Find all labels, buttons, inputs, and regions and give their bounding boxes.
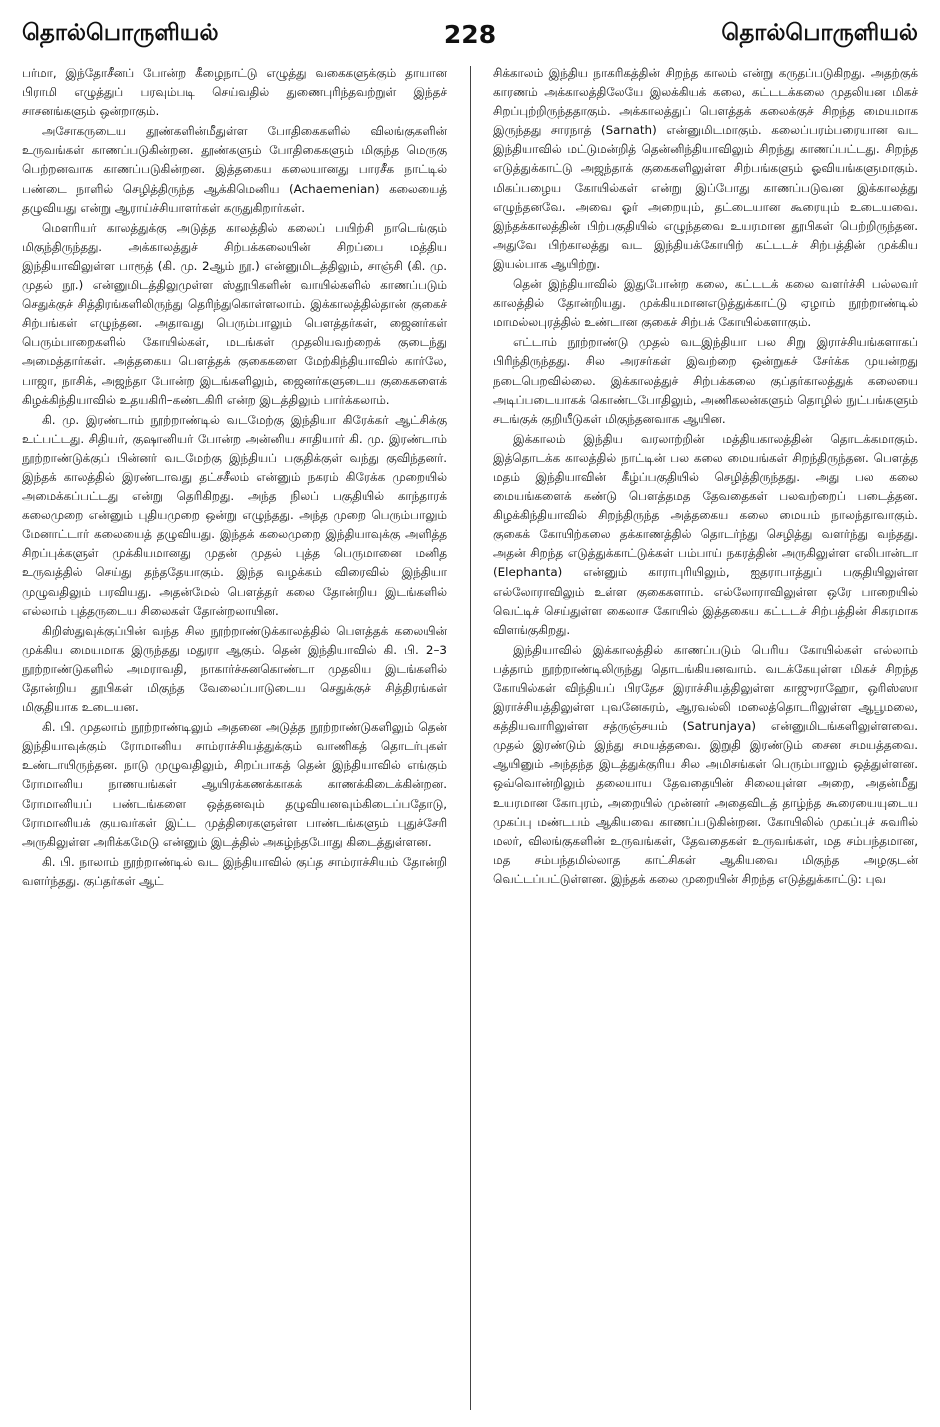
paragraph: கி. பி. முதலாம் நூற்றாண்டிலும் அதனை அடுத்த நூற்றாண்டுகளிலும் தென் இந்தியாவுக்கும் ரோமானிய சாம்ராச்சியத்துக்கும் வாணிகத் தொடர்புகள் உண்டாயிருந்தன. நாடு முழுவதிலும், சிறப்பாகத் தென் இந்தியாவில் எங்கும் ரோமானிய நாணயங்கள் ஆயிரக்கணக்காகக் காணக்கிடைக்கின்றன. ரோமானியப் பண்டங்களை ஒத்தனவும் தழுவியனவும்கிடைப்பதோடு, ரோமானியக் குயவர்கள் இட்ட முத்திரைகளுள்ள பாண்டங்களும் புதுச்சேரி அருகிலுள்ள அரிக்கமேடு என்னும் இடத்தில் அகழ்ந்தபோது கிடைத்துள்ளன. <box>22 720 447 849</box>
page-number: 228 <box>443 20 497 49</box>
running-title-left: தொல்பொருளியல் <box>22 20 219 46</box>
paragraph: எட்டாம் நூற்றாண்டு முதல் வடஇந்தியா பல சிறு இராச்சியங்களாகப் பிரிந்திருந்தது. சில அரசர்கள் இவற்றை ஒன்றுகச் சேர்க்க முயன்றது நடைபெறவில்லை. இக்காலத்துச் சிற்பக்கலை குப்தர்காலத்துக் கலையை அடிப்படையாகக் கொண்டபோதிலும், அணிகலன்களும் தொழில் நுட்பங்களும் சடங்குக் குறியீடுகள் மிகுந்தனவாக ஆயின. <box>493 335 918 426</box>
page-header <box>0 0 940 62</box>
right-column <box>493 64 918 1414</box>
paragraph: இக்காலம் இந்திய வரலாற்றின் மத்தியகாலத்தின் தொடக்கமாகும். இத்தொடக்க காலத்தில் நாட்டின் பல கலை மையங்கள் சிறந்திருந்தன. பௌத்த மதம் இந்தியாவின் கீழ்ப்பகுதியில் செழித்திருந்தது. அது பல கலை மையங்களைக் கண்டு பௌத்தமத தேவதைகள் பலவற்றைப் படைத்தன. கிழக்கிந்தியாவில் சிறந்திருந்த அத்தகைய கலை மையம் நாலந்தாவாகும். குகைக் கோயிற்கலை தக்காணத்தில் தொடர்ந்து செழித்து வளர்ந்து வந்தது. அதன் சிறந்த எடுத்துக்காட்டுக்கள் பம்பாய் நகரத்தின் அருகிலுள்ள எலிபான்டா (Elephanta) என்னும் காராபுரியிலும், ஐதராபாத்துப் பகுதியிலுள்ள எல்லோராவிலும் உள்ள குகைகளாம். எல்லோராவிலுள்ள ஒரே பாறையில் வெட்டிச் செய்துள்ள கைலாச கோயில் இத்தகைய கட்டடச் சிற்பத்தின் சிகரமாக விளங்குகிறது. <box>493 431 918 637</box>
paragraph: அசோகருடைய தூண்களின்மீதுள்ள போதிகைகளில் விலங்குகளின் உருவங்கள் காணப்படுகின்றன. தூண்களும் போதிகைகளும் மிகுந்த மெருகு பெற்றனவாக காணப்படுகின்றன. இத்தகைய கலையானது பாரசீக நாட்டில் பண்டை நாளில் செழித்திருந்த ஆக்கிமெனிய (Achaemenian) கலையைத் தழுவியது என்று ஆராய்ச்சியாளர்கள் கருதுகிறார்கள். <box>22 124 447 215</box>
paragraph: பர்மா, இந்தோசீனப் போன்ற கீழைநாட்டு எழுத்து வகைகளுக்கும் தாயான பிராமி எழுத்துப் பரவும்படி செய்வதில் துணைபுரிந்தவற்றுள் இந்தச் சாசனங்களும் ஒன்றாகும். <box>22 66 447 119</box>
paragraph: இந்தியாவில் இக்காலத்தில் காணப்படும் பெரிய கோயில்கள் எல்லாம் பத்தாம் நூற்றாண்டிலிருந்து தொடங்கியனவாம். வடக்கேயுள்ள மிகச் சிறந்த கோயில்கள் விந்தியப் பிரதேச இராச்சியத்திலுள்ள காஜுராஹோ, ஒரிஸ்ஸா இராச்சியத்திலுள்ள புவனேசுரம், ஆரவல்லி மலைத்தொடரிலுள்ள ஆபூமலை, கத்தியவாரிலுள்ள சத்ருஞ்சயம் (Satrunjaya) என்னுமிடங்களிலுள்ளவை. முதல் இரண்டும் இந்து சமயத்தவை. இறுதி இரண்டும் சைன சமயத்தவை. ஆயினும் அந்தந்த இடத்துக்குரிய சில அமிசங்கள் பெரும்பாலும் ஒத்துள்ளன. ஒவ்வொன்றிலும் தலையாய தேவதையின் சிலையுள்ள அறை, அதன்மீது உயரமான கோபுரம், அறையில் முன்னர் அதைவிடத் தாழ்ந்த கூரையையுடைய முகப்பு மண்டபம் ஆகியவை காணப்படுகின்றன. கோயிலில் முகப்புச் சுவரில் மலர், விலங்குகளின் உருவங்கள், தேவதைகள் உருவங்கள், மத சம்பந்தமான, மத சம்பந்தமில்லாத காட்சிகள் ஆகியவை மிகுந்த அழகுடன் வெட்டப்பட்டுள்ளன. இந்தக் கலை முறையின் சிறந்த எடுத்துக்காட்டு: புவ <box>493 642 918 886</box>
running-title-right: தொல்பொருளியல் <box>721 20 918 46</box>
paragraph: சிக்காலம் இந்திய நாகரிகத்தின் சிறந்த காலம் என்று கருதப்படுகிறது. அதற்குக் காரணம் அக்காலத்திலேயே இலக்கியக் கலை, கட்டடக்கலை முதலியன மிகச் சிறப்புற்றிருந்ததாகும். அக்காலத்துப் பௌத்தக் கலைக்குச் சிறந்த மையமாக இருந்தது சாரநாத் (Sarnath) என்னுமிடமாகும். கலைப்பரம்பரையான வட இந்தியாவில் மட்டுமன்றித் தென்னிந்தியாவிலும் சிறந்து காணப்பட்டது. சிறந்த எடுத்துக்காட்டு அஜந்தாக் குகைகளிலுள்ள சிற்பங்களும் ஓவியங்களுமாகும். மிகப்பழைய கோயில்கள் என்று இப்போது காணப்படுவன இக்காலத்து எழுந்தனவே. அவை ஓர் அறையும், தட்டையான கூரையும் உடையவை. இந்தக்காலத்தின் பிற்பகுதியில் எழுந்தவை உயரமான தூபிகள் பெற்றிருந்தன. அதுவே பிற்காலத்து வட இந்தியக்கோயிற் கட்டடச் சிற்பத்தின் முக்கிய இயல்பாக ஆயிற்று. <box>493 66 918 271</box>
paragraph: மௌரியர் காலத்துக்கு அடுத்த காலத்தில் கலைப் பயிற்சி நாடெங்கும் மிகுந்திருந்தது. அக்காலத்துச் சிற்பக்கலையின் சிறப்பை மத்திய இந்தியாவிலுள்ள பாரூத் (கி. மு. 2ஆம் நூ.) என்னுமிடத்திலும், சாஞ்சி (கி. மு. முதல் நூ.) என்னுமிடத்திலுமுள்ள ஸ்தூபிகளின் வாயில்களில் காணப்படும் செதுக்குச் சித்திரங்களிலிருந்து தெரிந்துகொள்ளலாம். இக்காலத்தில்தான் குகைச் சிற்பங்கள் எழுந்தன. அதாவது பெரும்பாலும் பௌத்தர்கள், ஜைனர்கள் பெரும்பாறைகளில் கோயில்கள், மடங்கள் முதலியவற்றைக் குடைந்து அமைத்தார்கள். அத்தகைய பௌத்தக் குகைகளை மேற்கிந்தியாவில் கார்லே, பாஜா, நாசிக், அஜந்தா போன்ற இடங்களிலும், ஜைனர்களுடைய குகைகளைக் கிழக்கிந்தியாவில் உதயகிரி–கண்டகிரி என்ற இடத்திலும் பார்க்கலாம். <box>22 220 447 407</box>
left-column <box>22 64 447 1414</box>
paragraph: தென் இந்தியாவில் இதுபோன்ற கலை, கட்டடக் கலை வளர்ச்சி பல்லவர் காலத்தில் தோன்றியது. முக்கியமானஎடுத்துக்காட்டு ஏழாம் நூற்றாண்டில் மாமல்லபுரத்தில் உண்டான குகைச் சிற்பக் கோயில்களாகும். <box>493 277 918 330</box>
paragraph: கிறிஸ்துவுக்குப்பின் வந்த சில நூற்றாண்டுக்காலத்தில் பௌத்தக் கலையின் முக்கிய மையமாக இருந்தது மதுரா ஆகும். தென் இந்தியாவில் கி. பி. 2–3 நூற்றாண்டுகளில் அமராவதி, நாகார்ச்சுனகொண்டா முதலிய இடங்களில் தோன்றிய தூபிகள் மிகுந்த வேலைப்பாடுடைய செதுக்குச் சித்திரங்கள் மிகுதியாக உடையன. <box>22 623 447 715</box>
paragraph: கி. பி. நாலாம் நூற்றாண்டில் வட இந்தியாவில் குப்த சாம்ராச்சியம் தோன்றி வளர்ந்தது. குப்தர்கள் ஆட் <box>22 854 447 888</box>
paragraph: கி. மு. இரண்டாம் நூற்றாண்டில் வடமேற்கு இந்தியா கிரேக்கர் ஆட்சிக்கு உட்பட்டது. சிதியர், குஷானியர் போன்ற அன்னிய சாதியார் கி. மு. இரண்டாம் நூற்றாண்டுக்குப் பின்னர் வடமேற்கு இந்தியப் பகுதிக்குள் வந்து குவிந்தனர். இந்தக் காலத்தில் இரண்டாவது தட்சசீலம் என்னும் நகரம் கிரேக்க முறையில் அமைக்கப்பட்டது என்று தெரிகிறது. அந்த நிலப் பகுதியில் காந்தாரக் கலைமுறை என்னும் புதியமுறை ஒன்று எழுந்தது. அந்த முறை பெரும்பாலும் மேனாட்டார் கலையைத் தழுவியது. இந்தக் கலைமுறை இந்தியாவுக்கு அளித்த சிறப்புக்களுள் முக்கியமானது முதன் முதல் புத்த பெருமானை மனித உருவத்தில் செய்து தந்ததேயாகும். இந்த வழக்கம் விரைவில் இந்தியா முழுவதிலும் பரவியது. அதன்மேல் பௌத்தர் கலை தோன்றிய இடங்களில் எல்லாம் புத்தருடைய சிலைகள் தோன்றலாயின. <box>22 412 447 618</box>
column-divider <box>470 66 471 1410</box>
